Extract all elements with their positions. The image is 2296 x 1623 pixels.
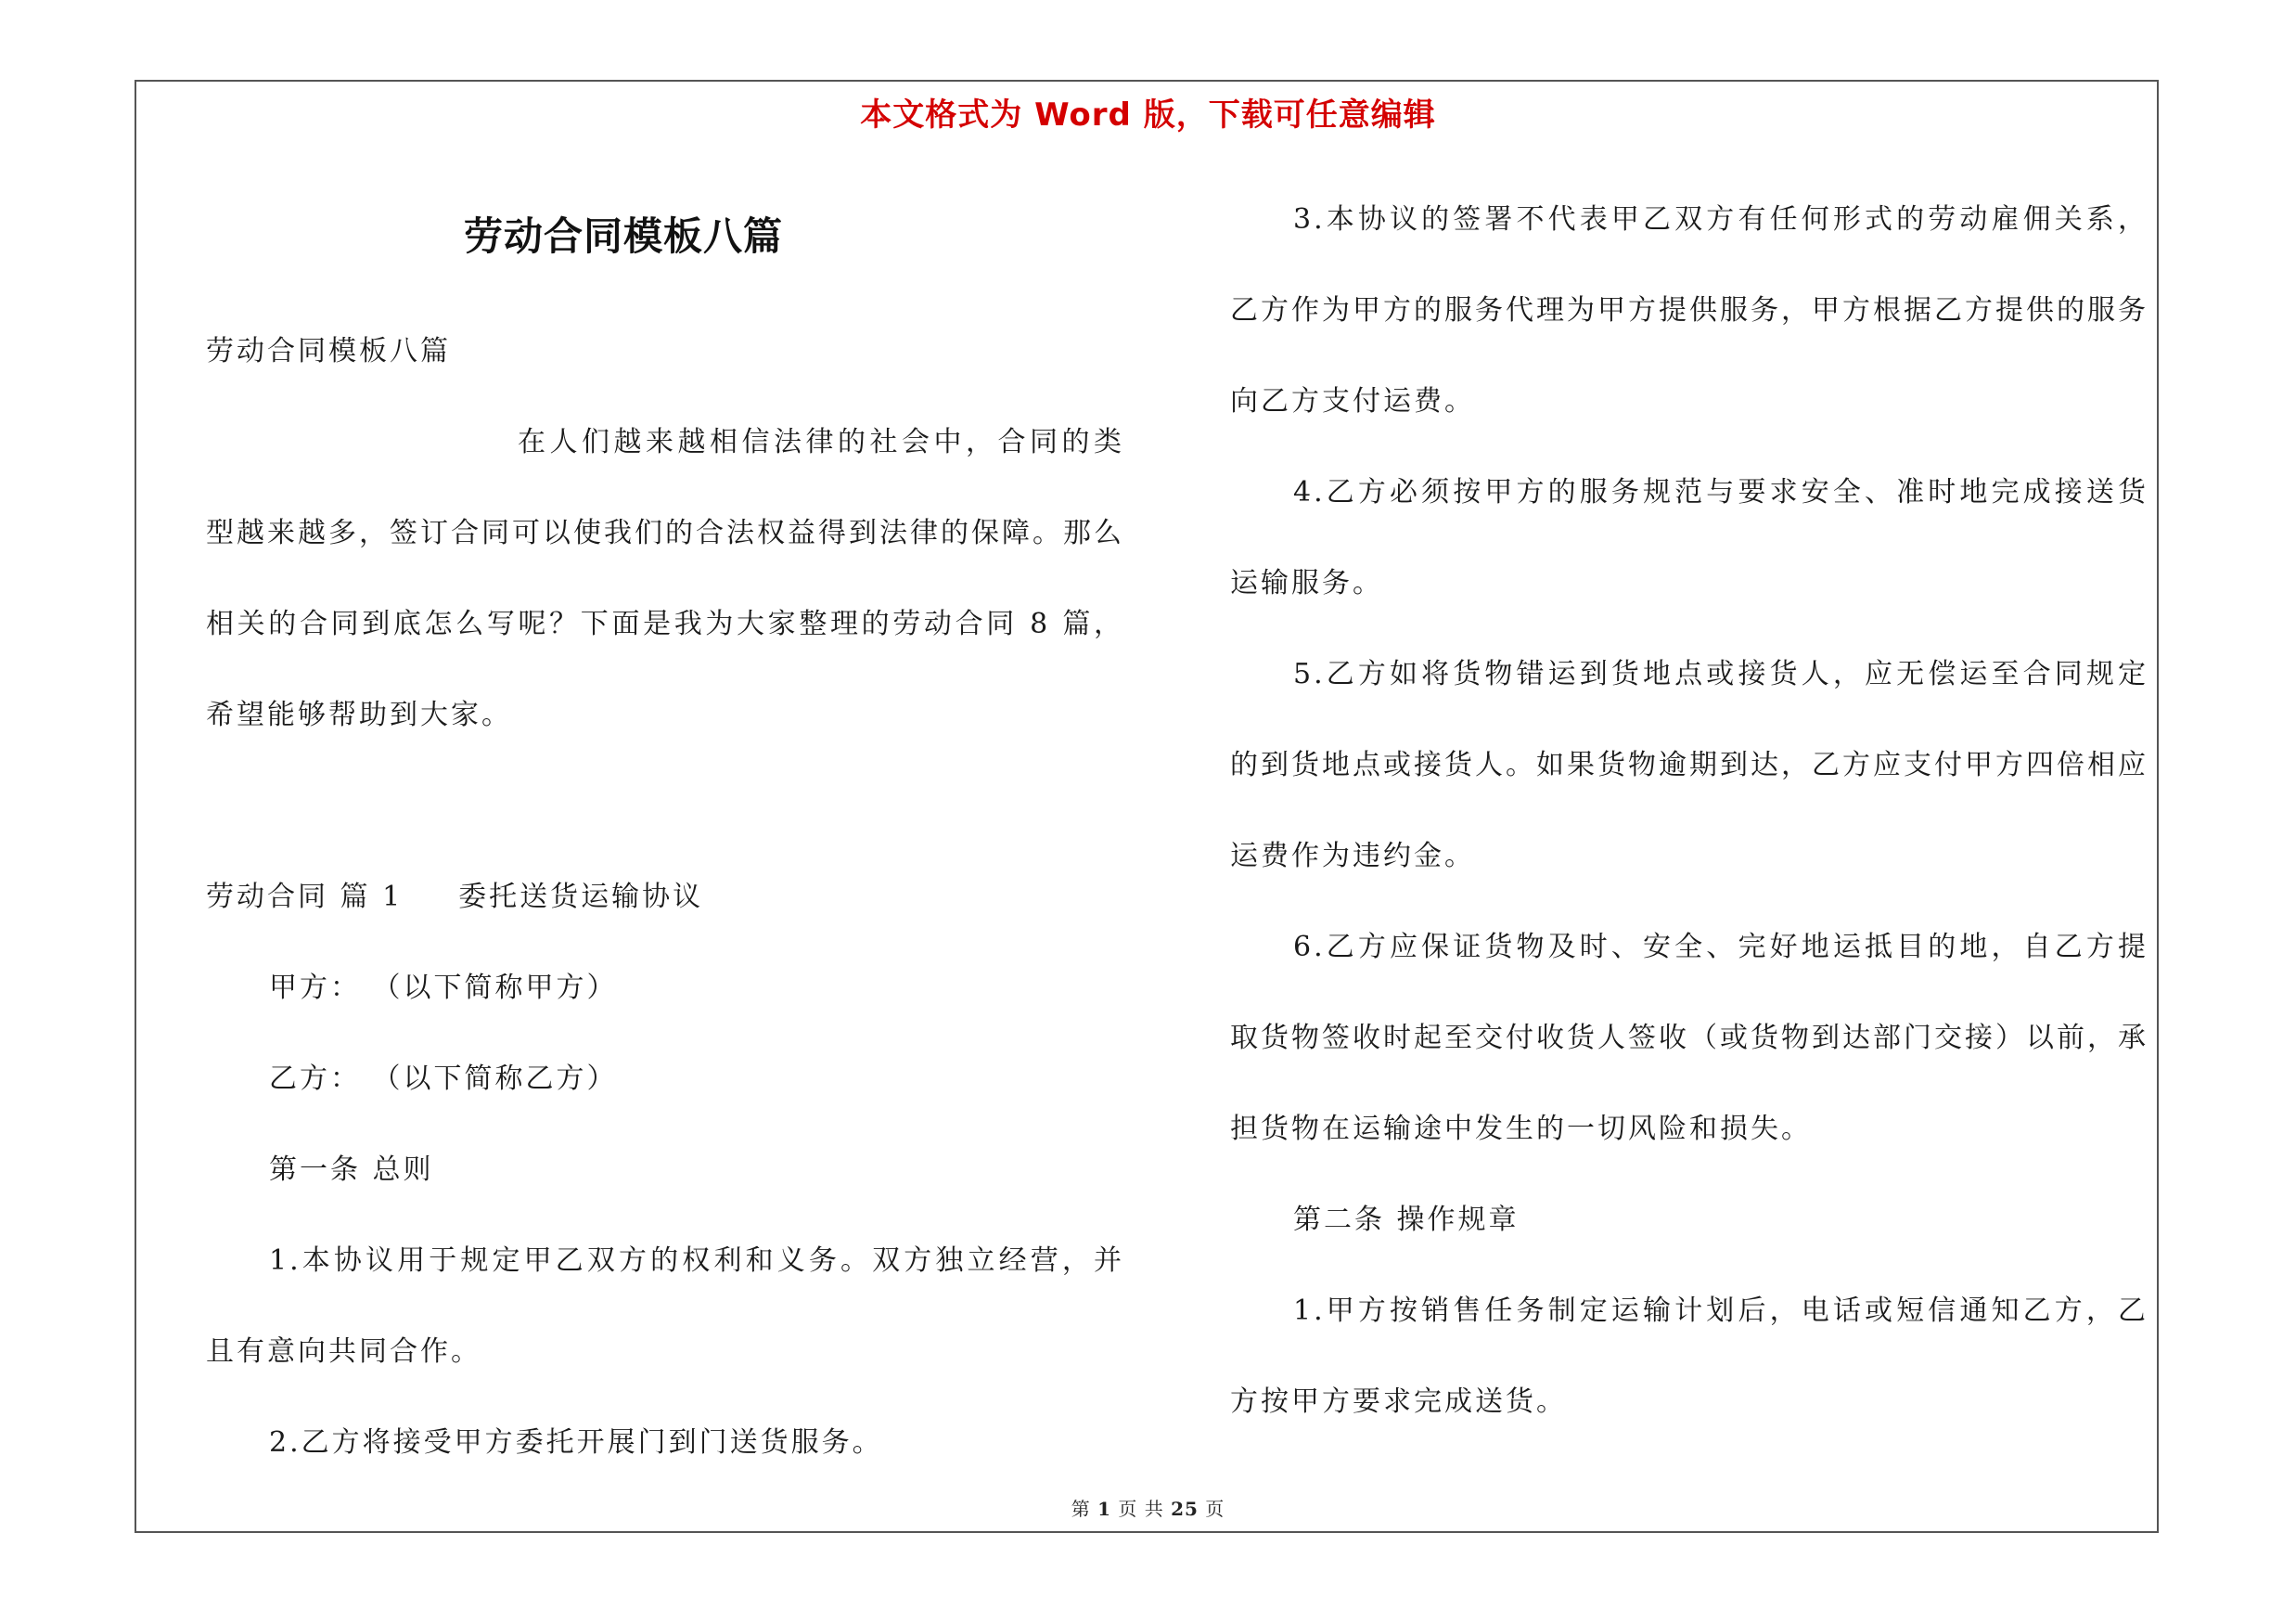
clause-3: 3.本协议的签署不代表甲乙双方有任何形式的劳动雇佣关系，乙方作为甲方的服务代理为甲方提供服务，甲方根据乙方提供的服务向乙方支付运费。	[1230, 203, 2148, 418]
party-a-line: 甲方： （以下简称甲方）	[269, 972, 618, 1004]
word-format-banner: 本文格式为 Word 版，下载可任意编辑	[860, 97, 1436, 134]
intro-paragraph: 在人们越来越相信法律的社会中，合同的类型越来越多，签订合同可以使我们的合法权益得到法律的保障。那么相关的合同到底怎么写呢？下面是我为大家整理的劳动合同 8 篇，希望能够帮助到大家。	[206, 426, 1124, 731]
section-number: 劳动合同 篇 1	[206, 881, 404, 913]
current-page-number: 1	[1097, 1498, 1111, 1520]
page-footer	[0, 1494, 2296, 1521]
section-heading	[206, 852, 1124, 943]
party-b-line: 乙方： （以下简称乙方）	[269, 1063, 618, 1095]
total-pages-number: 25	[1171, 1498, 1199, 1520]
clause-6: 6.乙方应保证货物及时、安全、完好地运抵目的地，自乙方提取货物签收时起至交付收货人签收（或货物到达部门交接）以前，承担货物在运输途中发生的一切风险和损失。	[1230, 931, 2148, 1145]
article-1-heading: 第一条 总则	[269, 1153, 434, 1186]
clause-2: 2.乙方将接受甲方委托开展门到门送货服务。	[269, 1426, 883, 1459]
footer-prefix: 第	[1071, 1498, 1091, 1520]
left-column	[206, 306, 1124, 1488]
subtitle: 劳动合同模板八篇	[206, 335, 451, 367]
clause-4: 4.乙方必须按甲方的服务规范与要求安全、准时地完成接送货运输服务。	[1230, 476, 2148, 599]
footer-suffix: 页	[1205, 1498, 1225, 1520]
right-column	[1230, 174, 2148, 1448]
document-title: 劳动合同模板八篇	[464, 213, 784, 259]
clause-1: 1.本协议用于规定甲乙双方的权利和义务。双方独立经营，并且有意向共同合作。	[206, 1244, 1124, 1368]
article-2-clause-1: 1.甲方按销售任务制定运输计划后，电话或短信通知乙方，乙方按甲方要求完成送货。	[1230, 1295, 2148, 1418]
section-agreement-title: 委托送货运输协议	[458, 881, 704, 913]
article-2-heading: 第二条 操作规章	[1293, 1204, 1520, 1236]
footer-middle: 页 共	[1118, 1498, 1164, 1520]
clause-5: 5.乙方如将货物错运到货地点或接货人，应无偿运至合同规定的到货地点或接货人。如果货物逾期到达，乙方应支付甲方四倍相应运费作为违约金。	[1230, 658, 2148, 872]
